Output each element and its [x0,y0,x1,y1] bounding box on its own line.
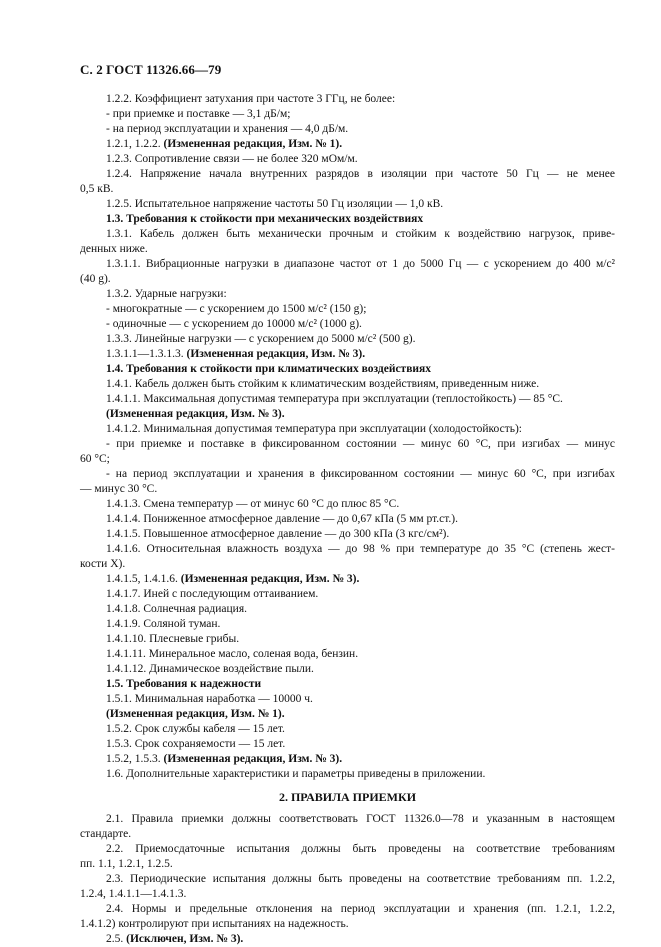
text-line [80,527,615,542]
document-body [80,92,615,947]
text-line [80,227,615,242]
line-text: пп. 1.1, 1.2.1, 1.2.5. [80,858,173,870]
text-line [80,662,615,677]
text-line [80,107,615,122]
text-line [80,182,615,197]
line-text: 1.2.4, 1.4.1.1—1.4.1.3. [80,888,187,900]
line-text: - при приемке и поставке в фиксированном состоянии — минус 60 °С, при изгибах — минус [106,438,615,450]
text-line [80,677,615,692]
text-line [80,632,615,647]
text-line [80,362,615,377]
text-line [80,812,615,827]
text-line [80,302,615,317]
text-line [80,647,615,662]
bold-text: (Исключен, Изм. № 3). [126,933,244,945]
line-text: — минус 30 °С. [80,483,158,495]
line-text: 1.4.1.8. Солнечная радиация. [106,603,247,615]
bold-text: 1.4. Требования к стойкости при климатических воздействиях [106,363,432,375]
line-text: 1.4.1.1. Максимальная допустимая температура при эксплуатации (теплостойкость) — 85 °С. [106,393,563,405]
bold-text: (Измененная редакция, Изм. № 3). [180,573,360,585]
bold-text: 1.5. Требования к надежности [106,678,262,690]
text-line [80,767,615,782]
line-text: 1.3.1.1. Вибрационные нагрузки в диапазоне частот от 1 до 5000 Гц — с ускорением до 400 м/с² [106,258,615,270]
text-line [80,452,615,467]
text-line [80,482,615,497]
line-text: 1.2.2. Коэффициент затухания при частоте 3 ГГц, не более: [106,93,396,105]
line-text: (40 g). [80,273,111,285]
bold-text: (Измененная редакция, Изм. № 1). [106,708,285,720]
line-text: 1.4.1.5. Повышенное атмосферное давление — до 300 кПа (3 кгс/см²). [106,528,450,540]
line-text: 1.2.5. Испытательное напряжение частоты 50 Гц изоляции — 1,0 кВ. [106,198,444,210]
line-text: 2.3. Периодические испытания должны быть проведены на соответствие требованиям пп. 1.2.2, [106,873,615,885]
text-line [80,287,615,302]
text-line [80,137,615,152]
line-text: 1.5.3. Срок сохраняемости — 15 лет. [106,738,286,750]
line-text: 60 °С; [80,453,110,465]
text-line [80,602,615,617]
text-line [80,917,615,932]
line-text: 1.3.3. Линейные нагрузки — с ускорением до 5000 м/с² (500 g). [106,333,416,345]
text-line [80,347,615,362]
text-line [80,317,615,332]
text-line [80,512,615,527]
line-text: 1.4.1.12. Динамическое воздействие пыли. [106,663,314,675]
line-text: 2.4. Нормы и предельные отклонения на период эксплуатации и хранения (пп. 1.2.1, 1.2.2, [106,903,615,915]
line-text: 1.4.1.7. Иней с последующим оттаиванием. [106,588,319,600]
bold-text: (Измененная редакция, Изм. № 3). [106,408,285,420]
text-line [80,737,615,752]
text-line [80,542,615,557]
line-text: 0,5 кВ. [80,183,114,195]
text-line [80,407,615,422]
text-line [80,722,615,737]
line-text: 1.3.1. Кабель должен быть механически прочным и стойким к воздействию нагрузок, приве- [106,228,615,240]
text-line [80,377,615,392]
line-text: 1.4.1.5, 1.4.1.6. [106,573,178,585]
text-line [80,437,615,452]
line-text: - при приемке и поставке — 3,1 дБ/м; [106,108,291,120]
text-line [80,692,615,707]
line-text: 1.4.1.10. Плесневые грибы. [106,633,240,645]
text-line [80,122,615,137]
page-header: С. 2 ГОСТ 11326.66—79 [80,62,222,77]
text-line [80,932,615,947]
text-line [80,887,615,902]
line-text: 2.1. Правила приемки должны соответствовать ГОСТ 11326.0—78 и указанным в настоящем [106,813,615,825]
text-line [80,467,615,482]
line-text: стандарте. [80,828,132,840]
line-text: - на период эксплуатации и хранения в фиксированном состоянии — минус 60 °С, при изгибах [106,468,615,480]
line-text: 1.4.1.2. Минимальная допустимая температура при эксплуатации (холодостойкость): [106,423,522,435]
bold-text: 1.3. Требования к стойкости при механических воздействиях [106,213,424,225]
text-line [80,152,615,167]
line-text: 1.4.1.9. Соляной туман. [106,618,221,630]
line-text: 1.2.1, 1.2.2. [106,138,161,150]
line-text: 1.4.1.3. Смена температур — от минус 60 °С до плюс 85 °С. [106,498,400,510]
line-text: 1.5.2, 1.5.3. [106,753,161,765]
line-text: 1.4.1.6. Относительная влажность воздуха — до 98 % при температуре до 35 °С (степень жест- [106,543,615,555]
text-line [80,422,615,437]
line-text: 1.4.1.4. Пониженное атмосферное давление — до 0,67 кПа (5 мм рт.ст.). [106,513,458,525]
text-line [80,332,615,347]
line-text: 1.3.1.1—1.3.1.3. [106,348,184,360]
section-heading: 2. ПРАВИЛА ПРИЕМКИ [278,790,417,804]
line-text: 1.5.2. Срок службы кабеля — 15 лет. [106,723,285,735]
text-line [80,212,615,227]
text-line [80,842,615,857]
text-line [80,857,615,872]
text-line [80,92,615,107]
bold-text: (Измененная редакция, Изм. № 3). [186,348,366,360]
line-text: 1.4.1.11. Минеральное масло, соленая вода, бензин. [106,648,359,660]
line-text: 1.2.3. Сопротивление связи — не более 320 мОм/м. [106,153,358,165]
line-text: 2.5. [106,933,124,945]
text-line [80,272,615,287]
text-line [80,497,615,512]
line-text: кости X). [80,558,126,570]
text-line [80,587,615,602]
text-line [80,392,615,407]
line-text: 1.6. Дополнительные характеристики и параметры приведены в приложении. [106,768,486,780]
text-line [80,707,615,722]
line-text: денных ниже. [80,243,148,255]
line-text: 1.5.1. Минимальная наработка — 10000 ч. [106,693,313,705]
line-text: 1.4.1.2) контролируют при испытаниях на надежность. [80,918,349,930]
text-line [80,257,615,272]
line-text: 2.2. Приемосдаточные испытания должны быть проведены на соответствие требованиям [106,843,615,855]
text-line [80,752,615,767]
line-text: - на период эксплуатации и хранения — 4,0 дБ/м. [106,123,349,135]
text-line [80,872,615,887]
text-line [80,242,615,257]
line-text: 1.3.2. Ударные нагрузки: [106,288,227,300]
bold-text: (Измененная редакция, Изм. № 3). [163,753,343,765]
text-line [80,167,615,182]
text-line [80,617,615,632]
line-text: - одиночные — с ускорением до 10000 м/с² (1000 g). [106,318,362,330]
line-text: 1.2.4. Напряжение начала внутренних разрядов в изоляции при частоте 50 Гц — не менее [106,168,615,180]
line-text: 1.4.1. Кабель должен быть стойким к климатическим воздействиям, приведенным ниже. [106,378,540,390]
text-line [80,827,615,842]
text-line [80,902,615,917]
text-line [80,557,615,572]
bold-text: (Измененная редакция, Изм. № 1). [163,138,343,150]
text-line [80,572,615,587]
text-line [80,197,615,212]
line-text: - многократные — с ускорением до 1500 м/с² (150 g); [106,303,367,315]
